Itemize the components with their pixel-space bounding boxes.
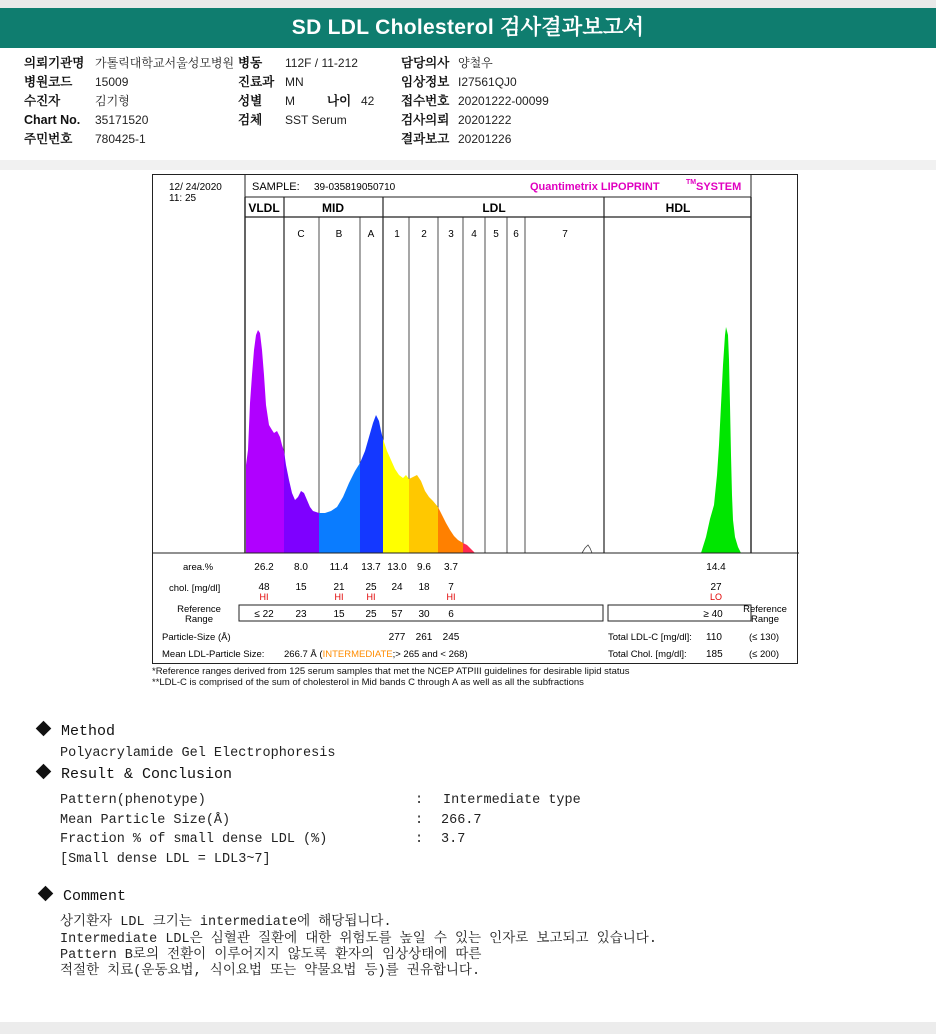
flag-hdl: LO [709, 592, 723, 602]
value-hospital-code: 15009 [95, 75, 129, 89]
value-physician: 양철우 [458, 56, 493, 70]
comment-line-1: 상기환자 LDL 크기는 intermediate에 해당됩니다. [60, 915, 392, 930]
area-ldl2: 9.6 [417, 562, 431, 573]
value-request-date: 20201222 [458, 113, 512, 127]
value-ward: 112F / 11-212 [285, 56, 358, 70]
section-divider [0, 160, 936, 170]
band-1: 1 [394, 229, 400, 240]
curve-ldl3 [438, 507, 463, 553]
curve-ldl7-bump [582, 545, 592, 553]
area-mid-a: 13.7 [361, 562, 381, 573]
label-particle-size: Particle-Size (Å) [162, 632, 231, 643]
ref-vldl: ≤ 22 [254, 609, 274, 620]
band-3: 3 [448, 229, 454, 240]
total-ldl-label: Total LDL-C [mg/dl]: [608, 632, 692, 643]
label-physician: 담당의사 [401, 56, 450, 70]
ref-right-label-1: Reference [743, 604, 787, 615]
value-clinical-info: I27561QJ0 [458, 75, 517, 89]
label-resident-no: 주민번호 [24, 132, 73, 146]
curve-ldl1 [383, 439, 409, 553]
area-hdl: 14.4 [706, 562, 726, 573]
chol-mid-b: 21 [333, 582, 345, 593]
label-report-date: 결과보고 [401, 132, 450, 146]
total-chol-range: (≤ 200) [749, 649, 780, 660]
label-mean-ldl: Mean LDL-Particle Size: [162, 649, 265, 660]
brand-name: Quantimetrix LIPOPRINT [530, 181, 660, 193]
footnote-ldl-c: **LDL-C is comprised of the sum of cholesterol in Mid bands C through A as well as all the subfractions [152, 677, 584, 688]
chol-hdl: 27 [710, 582, 722, 593]
group-ldl: LDL [482, 201, 506, 215]
value-chart-no: 35171520 [95, 113, 149, 127]
curve-vldl [246, 330, 284, 553]
label-chol: chol. [mg/dl] [169, 583, 221, 594]
total-ldl-range: (≤ 130) [749, 632, 780, 643]
group-vldl: VLDL [248, 201, 280, 215]
ref-mid-b: 15 [333, 609, 345, 620]
chol-mid-c: 15 [295, 582, 307, 593]
band-c: C [297, 229, 305, 240]
lipoprint-report-chart [152, 174, 798, 664]
particle-ldl3: 245 [442, 632, 460, 643]
chol-ldl3: 7 [448, 582, 454, 593]
result-sep-small-dense: : [415, 832, 424, 847]
curve-mid-c [284, 451, 319, 553]
result-heading: Result & Conclusion [38, 766, 232, 783]
flag-mid-b: HI [334, 592, 344, 602]
label-patient-name: 수진자 [24, 94, 61, 108]
patient-info-column-2 [238, 54, 374, 130]
band-7: 7 [562, 229, 568, 240]
patient-info-column-1 [24, 54, 234, 149]
label-sex: 성별 [238, 94, 263, 108]
small-dense-note: [Small dense LDL = LDL3~7] [60, 852, 271, 867]
diamond-bullet-icon [36, 764, 52, 780]
chol-mid-a: 25 [365, 582, 377, 593]
result-sep-pattern: : [415, 793, 424, 808]
area-ldl1: 13.0 [387, 562, 407, 573]
result-value-pattern: Intermediate type [443, 793, 581, 808]
ref-ldl1: 57 [391, 609, 403, 620]
value-sex: M [285, 94, 295, 108]
mean-ldl-value: 266.7 Å (INTERMEDIATE;> 265 and < 268) [284, 649, 468, 660]
label-request-date: 검사의뢰 [401, 113, 450, 127]
label-area: area.% [183, 562, 214, 573]
area-vldl: 26.2 [254, 562, 274, 573]
reference-box-hdl [608, 605, 751, 621]
curve-ldl4 [463, 543, 475, 553]
bottom-strip [0, 1022, 936, 1034]
value-resident-no: 780425-1 [95, 132, 146, 146]
chol-ldl2: 18 [418, 582, 430, 593]
band-4: 4 [471, 229, 477, 240]
footnote-reference: *Reference ranges derived from 125 serum samples that met the NCEP ATPIII guidelines for desirable lipid status [152, 666, 630, 677]
curve-hdl [701, 327, 741, 553]
comment-heading: Comment [40, 888, 126, 905]
sample-label: SAMPLE: [252, 181, 300, 193]
value-specimen: SST Serum [285, 113, 347, 127]
comment-line-3: Pattern B로의 전환이 이루어지지 않도록 환자의 임상상태에 따른 [60, 948, 482, 963]
diamond-bullet-icon [38, 886, 54, 902]
particle-ldl2: 261 [415, 632, 433, 643]
area-mid-b: 11.4 [329, 562, 349, 573]
method-text: Polyacrylamide Gel Electrophoresis [60, 746, 336, 761]
total-chol-value: 185 [706, 649, 723, 660]
total-ldl-value: 110 [706, 632, 722, 643]
value-institution: 가톨릭대학교서울성모병원 [95, 56, 235, 70]
result-label-small-dense: Fraction % of small dense LDL (%) [60, 832, 328, 847]
band-b: B [335, 229, 343, 240]
band-2: 2 [421, 229, 427, 240]
label-department: 진료과 [238, 75, 275, 89]
area-ldl3: 3.7 [444, 562, 458, 573]
ref-right-label-2: Range [751, 614, 779, 625]
value-department: MN [285, 75, 304, 89]
value-age: 42 [361, 94, 375, 108]
diamond-bullet-icon [36, 721, 52, 737]
label-range: Range [185, 614, 213, 625]
patient-info-column-3 [401, 54, 549, 149]
brand-tm: TM [686, 179, 697, 186]
comment-line-2: Intermediate LDL은 심혈관 질환에 대한 위험도를 높일 수 있는 인자로 보고되고 있습니다. [60, 932, 657, 947]
ref-ldl3: 6 [448, 609, 454, 620]
label-reference: Reference [177, 604, 221, 615]
method-heading: Method [38, 723, 115, 740]
result-sep-mean-size: : [415, 813, 424, 828]
curve-ldl2 [409, 475, 438, 553]
group-mid: MID [322, 201, 344, 215]
ref-mid-a: 25 [365, 609, 377, 620]
brand-suffix: SYSTEM [696, 181, 742, 193]
band-a: A [367, 229, 375, 240]
top-strip [0, 0, 936, 8]
comment-line-4: 적절한 치료(운동요법, 식이요법 또는 약물요법 등)를 권유합니다. [60, 964, 481, 979]
particle-ldl1: 277 [388, 632, 406, 643]
group-hdl: HDL [665, 201, 691, 215]
report-time: 11: 25 [169, 193, 197, 204]
label-ward: 병동 [238, 56, 263, 70]
total-chol-label: Total Chol. [mg/dl]: [608, 649, 687, 660]
label-clinical-info: 임상정보 [401, 75, 450, 89]
flag-vldl: HI [259, 592, 269, 602]
ref-mid-c: 23 [295, 609, 307, 620]
sample-id: 39-035819050710 [314, 182, 396, 193]
value-patient-name: 김기형 [95, 94, 130, 108]
value-report-date: 20201226 [458, 132, 512, 146]
curve-mid-a [360, 415, 383, 553]
value-accession-no: 20201222-00099 [458, 94, 549, 108]
result-value-mean-size: 266.7 [441, 813, 482, 828]
band-5: 5 [493, 229, 499, 240]
label-age: 나이 [327, 94, 352, 108]
band-6: 6 [513, 229, 519, 240]
ref-ldl2: 30 [418, 609, 430, 620]
lipoprint-svg [153, 175, 799, 665]
chol-ldl1: 24 [391, 582, 403, 593]
chart-footnotes [152, 666, 630, 688]
result-label-mean-size: Mean Particle Size(Å) [60, 813, 231, 828]
result-value-small-dense: 3.7 [441, 832, 466, 847]
report-date: 12/ 24/2020 [169, 182, 222, 193]
label-specimen: 검체 [238, 113, 263, 127]
label-hospital-code: 병원코드 [24, 75, 73, 89]
label-institution: 의뢰기관명 [24, 56, 85, 70]
flag-mid-a: HI [366, 592, 376, 602]
label-accession-no: 접수번호 [401, 94, 450, 108]
label-chart-no: Chart No. [24, 113, 81, 127]
result-label-pattern: Pattern(phenotype) [60, 793, 206, 808]
flag-ldl3: HI [446, 592, 456, 602]
chol-vldl: 48 [258, 582, 270, 593]
ref-hdl: ≥ 40 [703, 609, 723, 620]
report-title: SD LDL Cholesterol 검사결과보고서 [0, 8, 936, 48]
curve-mid-b [319, 463, 360, 553]
area-mid-c: 8.0 [294, 562, 308, 573]
